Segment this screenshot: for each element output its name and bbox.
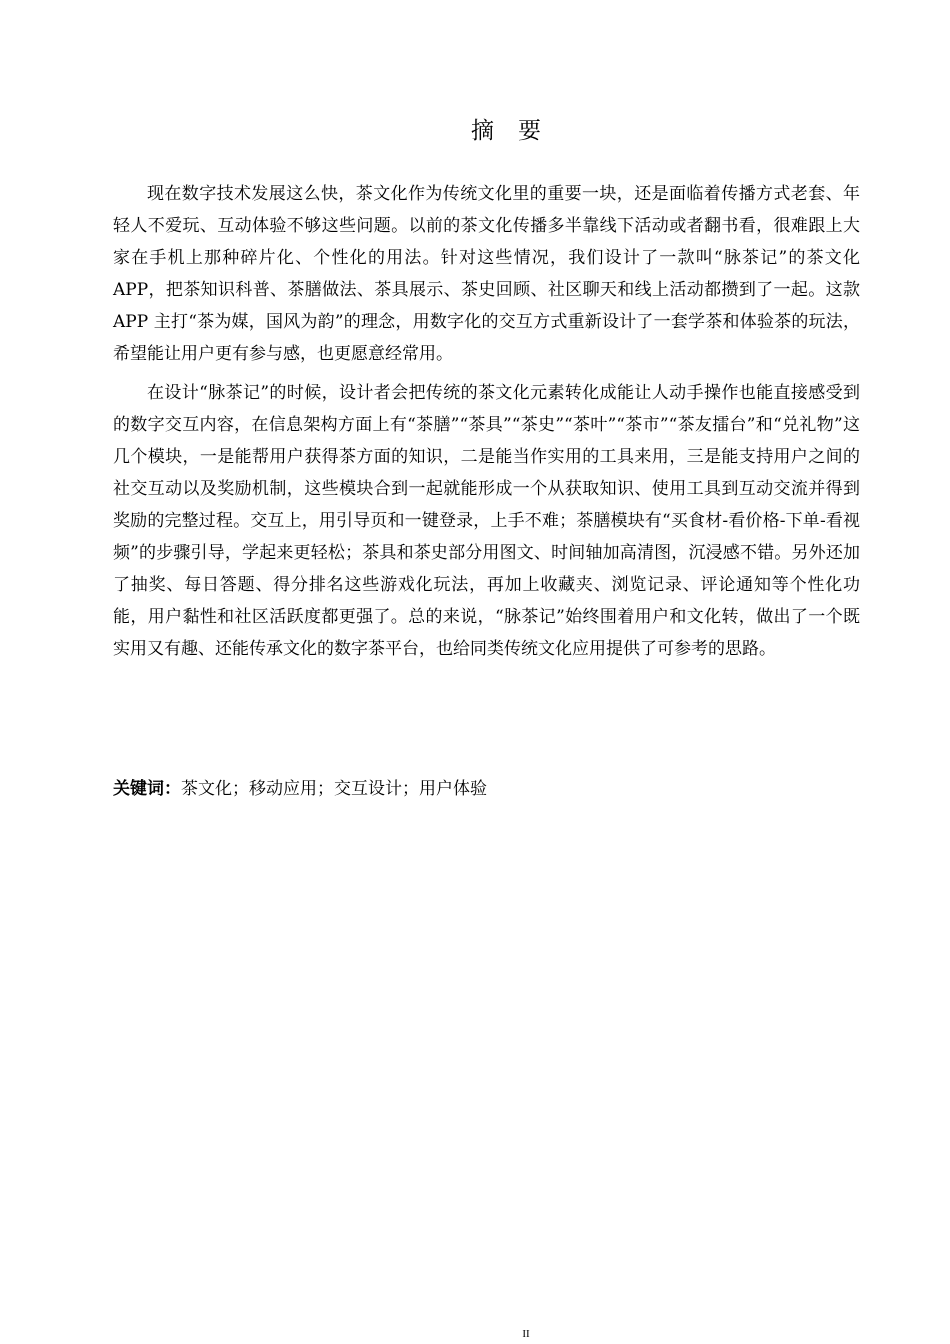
abstract-title-char-2: 要 (518, 118, 541, 144)
page-number: II (522, 1328, 530, 1340)
abstract-title (0, 114, 950, 148)
keywords-line (113, 773, 860, 805)
abstract-paragraph-2: 在设计“脉茶记”的时候，设计者会把传统的茶文化元素转化成能让人动手操作也能直接感受到的数字交互内容，在信息架构方面上有“茶膳”“茶具”“茶史”“茶叶”“茶市”“茶友擂台”和“兑礼物”这几个模块，一是能帮用户获得茶方面的知识，二是能当作实用的工具来用，三是能支持用户之间的社交互动以及奖励机制，这些模块合到一起就能形成一个从获取知识、使用工具到互动交流并得到奖励的完整过程。交互上，用引导页和一键登录，上手不难；茶膳模块有“买食材-看价格-下单-看视频”的步骤引导，学起来更轻松；茶具和茶史部分用图文、时间轴加高清图，沉浸感不错。另外还加了抽奖、每日答题、得分排名这些游戏化玩法，再加上收藏夹、浏览记录、评论通知等个性化功能，用户黏性和社区活跃度都更强了。总的来说，“脉茶记”始终围着用户和文化转，做出了一个既实用又有趣、还能传承文化的数字茶平台，也给同类传统文化应用提供了可参考的思路。 (113, 382, 860, 660)
abstract-body (113, 178, 860, 671)
keywords-list: 茶文化；移动应用；交互设计；用户体验 (181, 779, 487, 799)
keywords-label: 关键词： (113, 779, 181, 799)
abstract-title-char-1: 摘 (471, 118, 494, 144)
abstract-paragraph-1: 现在数字技术发展这么快，茶文化作为传统文化里的重要一块，还是面临着传播方式老套、年轻人不爱玩、互动体验不够这些问题。以前的茶文化传播多半靠线下活动或者翻书看，很难跟上大家在手机上那种碎片化、个性化的用法。针对这些情况，我们设计了一款叫“脉茶记”的茶文化 APP，把茶知识科普、茶膳做法、茶具展示、茶史回顾、社区聊天和线上活动都攒到了一起。这款 APP 主打“茶为媒，国风为韵”的理念，用数字化的交互方式重新设计了一套学茶和体验茶的玩法，希望能让用户更有参与感，也更愿意经常用。 (113, 184, 860, 365)
